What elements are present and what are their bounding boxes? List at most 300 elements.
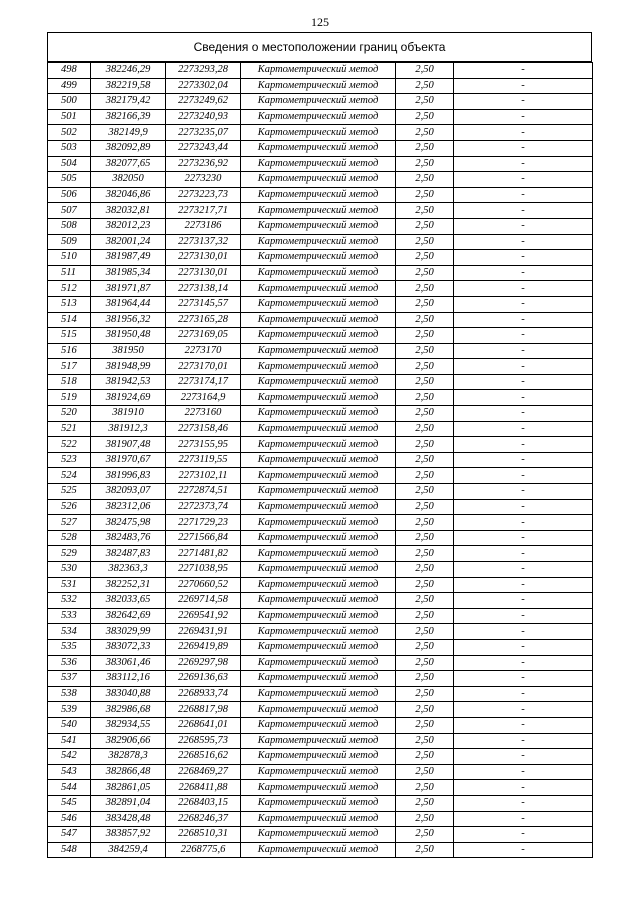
y-coordinate-cell: 2269297,98 — [166, 655, 241, 671]
table-row — [48, 530, 593, 546]
point-number-cell: 518 — [48, 374, 91, 390]
x-coordinate-cell: 381971,87 — [91, 281, 166, 297]
description-cell: - — [454, 296, 593, 312]
x-coordinate-cell: 382149,9 — [91, 125, 166, 141]
y-coordinate-cell: 2273240,93 — [166, 109, 241, 125]
table-row — [48, 639, 593, 655]
method-cell: Картометрический метод — [241, 328, 396, 344]
description-cell: - — [454, 468, 593, 484]
description-cell: - — [454, 811, 593, 827]
x-coordinate-cell: 382219,58 — [91, 78, 166, 94]
method-cell: Картометрический метод — [241, 109, 396, 125]
table-row — [48, 593, 593, 609]
method-cell: Картометрический метод — [241, 468, 396, 484]
accuracy-cell: 2,50 — [396, 156, 454, 172]
table-row — [48, 312, 593, 328]
description-cell: - — [454, 218, 593, 234]
y-coordinate-cell: 2273160 — [166, 406, 241, 422]
x-coordinate-cell: 382032,81 — [91, 203, 166, 219]
y-coordinate-cell: 2273145,57 — [166, 296, 241, 312]
table-row — [48, 437, 593, 453]
table-row — [48, 515, 593, 531]
accuracy-cell: 2,50 — [396, 140, 454, 156]
accuracy-cell: 2,50 — [396, 671, 454, 687]
y-coordinate-cell: 2273249,62 — [166, 94, 241, 110]
description-cell: - — [454, 546, 593, 562]
description-cell: - — [454, 530, 593, 546]
point-number-cell: 521 — [48, 421, 91, 437]
description-cell: - — [454, 94, 593, 110]
point-number-cell: 498 — [48, 63, 91, 79]
point-number-cell: 516 — [48, 343, 91, 359]
y-coordinate-cell: 2271038,95 — [166, 562, 241, 578]
accuracy-cell: 2,50 — [396, 468, 454, 484]
accuracy-cell: 2,50 — [396, 764, 454, 780]
point-number-cell: 545 — [48, 795, 91, 811]
y-coordinate-cell: 2273170 — [166, 343, 241, 359]
table-row — [48, 764, 593, 780]
description-cell: - — [454, 593, 593, 609]
description-cell: - — [454, 639, 593, 655]
description-cell: - — [454, 764, 593, 780]
x-coordinate-cell: 381907,48 — [91, 437, 166, 453]
table-row — [48, 374, 593, 390]
accuracy-cell: 2,50 — [396, 515, 454, 531]
description-cell: - — [454, 63, 593, 79]
accuracy-cell: 2,50 — [396, 265, 454, 281]
point-number-cell: 534 — [48, 624, 91, 640]
point-number-cell: 517 — [48, 359, 91, 375]
table-row — [48, 562, 593, 578]
accuracy-cell: 2,50 — [396, 717, 454, 733]
y-coordinate-cell: 2273102,11 — [166, 468, 241, 484]
x-coordinate-cell: 382642,69 — [91, 608, 166, 624]
point-number-cell: 507 — [48, 203, 91, 219]
table-row — [48, 109, 593, 125]
y-coordinate-cell: 2268641,01 — [166, 717, 241, 733]
table-row — [48, 733, 593, 749]
y-coordinate-cell: 2268595,73 — [166, 733, 241, 749]
method-cell: Картометрический метод — [241, 780, 396, 796]
y-coordinate-cell: 2273155,95 — [166, 437, 241, 453]
table-row — [48, 624, 593, 640]
table-row — [48, 655, 593, 671]
point-number-cell: 500 — [48, 94, 91, 110]
x-coordinate-cell: 381950 — [91, 343, 166, 359]
x-coordinate-cell: 381996,83 — [91, 468, 166, 484]
point-number-cell: 532 — [48, 593, 91, 609]
y-coordinate-cell: 2272373,74 — [166, 499, 241, 515]
x-coordinate-cell: 382891,04 — [91, 795, 166, 811]
description-cell: - — [454, 312, 593, 328]
table-row — [48, 359, 593, 375]
accuracy-cell: 2,50 — [396, 172, 454, 188]
y-coordinate-cell: 2273217,71 — [166, 203, 241, 219]
table-row — [48, 499, 593, 515]
y-coordinate-cell: 2268510,31 — [166, 827, 241, 843]
method-cell: Картометрический метод — [241, 359, 396, 375]
x-coordinate-cell: 382246,29 — [91, 63, 166, 79]
table-row — [48, 484, 593, 500]
y-coordinate-cell: 2273169,05 — [166, 328, 241, 344]
x-coordinate-cell: 383029,99 — [91, 624, 166, 640]
method-cell: Картометрический метод — [241, 546, 396, 562]
accuracy-cell: 2,50 — [396, 296, 454, 312]
x-coordinate-cell: 381948,99 — [91, 359, 166, 375]
y-coordinate-cell: 2273165,28 — [166, 312, 241, 328]
accuracy-cell: 2,50 — [396, 343, 454, 359]
method-cell: Картометрический метод — [241, 515, 396, 531]
y-coordinate-cell: 2270660,52 — [166, 577, 241, 593]
y-coordinate-cell: 2273138,14 — [166, 281, 241, 297]
description-cell: - — [454, 78, 593, 94]
method-cell: Картометрический метод — [241, 421, 396, 437]
accuracy-cell: 2,50 — [396, 421, 454, 437]
y-coordinate-cell: 2272874,51 — [166, 484, 241, 500]
point-number-cell: 499 — [48, 78, 91, 94]
point-number-cell: 503 — [48, 140, 91, 156]
description-cell: - — [454, 686, 593, 702]
table-row — [48, 717, 593, 733]
y-coordinate-cell: 2271566,84 — [166, 530, 241, 546]
description-cell: - — [454, 109, 593, 125]
x-coordinate-cell: 381910 — [91, 406, 166, 422]
point-number-cell: 531 — [48, 577, 91, 593]
x-coordinate-cell: 383072,33 — [91, 639, 166, 655]
accuracy-cell: 2,50 — [396, 484, 454, 500]
point-number-cell: 513 — [48, 296, 91, 312]
boundary-table — [47, 62, 593, 858]
y-coordinate-cell: 2269419,89 — [166, 639, 241, 655]
table-row — [48, 265, 593, 281]
method-cell: Картометрический метод — [241, 749, 396, 765]
description-cell: - — [454, 515, 593, 531]
table-row — [48, 78, 593, 94]
accuracy-cell: 2,50 — [396, 234, 454, 250]
point-number-cell: 526 — [48, 499, 91, 515]
x-coordinate-cell: 382092,89 — [91, 140, 166, 156]
table-row — [48, 827, 593, 843]
y-coordinate-cell: 2273170,01 — [166, 359, 241, 375]
description-cell: - — [454, 281, 593, 297]
point-number-cell: 536 — [48, 655, 91, 671]
description-cell: - — [454, 406, 593, 422]
method-cell: Картометрический метод — [241, 187, 396, 203]
accuracy-cell: 2,50 — [396, 530, 454, 546]
table-row — [48, 406, 593, 422]
table-row — [48, 468, 593, 484]
description-cell: - — [454, 234, 593, 250]
description-cell: - — [454, 437, 593, 453]
y-coordinate-cell: 2273130,01 — [166, 265, 241, 281]
method-cell: Картометрический метод — [241, 733, 396, 749]
y-coordinate-cell: 2273223,73 — [166, 187, 241, 203]
method-cell: Картометрический метод — [241, 608, 396, 624]
point-number-cell: 504 — [48, 156, 91, 172]
x-coordinate-cell: 382166,39 — [91, 109, 166, 125]
point-number-cell: 506 — [48, 187, 91, 203]
description-cell: - — [454, 733, 593, 749]
accuracy-cell: 2,50 — [396, 406, 454, 422]
point-number-cell: 522 — [48, 437, 91, 453]
table-row — [48, 328, 593, 344]
point-number-cell: 533 — [48, 608, 91, 624]
description-cell: - — [454, 328, 593, 344]
description-cell: - — [454, 608, 593, 624]
method-cell: Картометрический метод — [241, 452, 396, 468]
description-cell: - — [454, 125, 593, 141]
x-coordinate-cell: 383061,46 — [91, 655, 166, 671]
point-number-cell: 539 — [48, 702, 91, 718]
accuracy-cell: 2,50 — [396, 203, 454, 219]
x-coordinate-cell: 384259,4 — [91, 842, 166, 858]
method-cell: Картометрический метод — [241, 94, 396, 110]
description-cell: - — [454, 671, 593, 687]
method-cell: Картометрический метод — [241, 281, 396, 297]
table-row — [48, 94, 593, 110]
x-coordinate-cell: 382050 — [91, 172, 166, 188]
x-coordinate-cell: 381964,44 — [91, 296, 166, 312]
x-coordinate-cell: 382179,42 — [91, 94, 166, 110]
accuracy-cell: 2,50 — [396, 374, 454, 390]
method-cell: Картометрический метод — [241, 437, 396, 453]
method-cell: Картометрический метод — [241, 140, 396, 156]
accuracy-cell: 2,50 — [396, 577, 454, 593]
description-cell: - — [454, 795, 593, 811]
x-coordinate-cell: 382475,98 — [91, 515, 166, 531]
point-number-cell: 512 — [48, 281, 91, 297]
method-cell: Картометрический метод — [241, 125, 396, 141]
table-row — [48, 546, 593, 562]
x-coordinate-cell: 382077,65 — [91, 156, 166, 172]
point-number-cell: 501 — [48, 109, 91, 125]
y-coordinate-cell: 2273230 — [166, 172, 241, 188]
table-row — [48, 452, 593, 468]
accuracy-cell: 2,50 — [396, 780, 454, 796]
table-row — [48, 671, 593, 687]
accuracy-cell: 2,50 — [396, 78, 454, 94]
method-cell: Картометрический метод — [241, 671, 396, 687]
method-cell: Картометрический метод — [241, 406, 396, 422]
x-coordinate-cell: 382934,55 — [91, 717, 166, 733]
y-coordinate-cell: 2269541,92 — [166, 608, 241, 624]
x-coordinate-cell: 381950,48 — [91, 328, 166, 344]
description-cell: - — [454, 577, 593, 593]
accuracy-cell: 2,50 — [396, 452, 454, 468]
description-cell: - — [454, 624, 593, 640]
y-coordinate-cell: 2273137,32 — [166, 234, 241, 250]
y-coordinate-cell: 2273119,55 — [166, 452, 241, 468]
description-cell: - — [454, 203, 593, 219]
point-number-cell: 543 — [48, 764, 91, 780]
x-coordinate-cell: 383040,88 — [91, 686, 166, 702]
page-number: 125 — [311, 15, 329, 29]
table-row — [48, 811, 593, 827]
method-cell: Картометрический метод — [241, 686, 396, 702]
y-coordinate-cell: 2273174,17 — [166, 374, 241, 390]
point-number-cell: 548 — [48, 842, 91, 858]
y-coordinate-cell: 2273243,44 — [166, 140, 241, 156]
accuracy-cell: 2,50 — [396, 639, 454, 655]
description-cell: - — [454, 250, 593, 266]
x-coordinate-cell: 383857,92 — [91, 827, 166, 843]
point-number-cell: 519 — [48, 390, 91, 406]
x-coordinate-cell: 382252,31 — [91, 577, 166, 593]
table-row — [48, 608, 593, 624]
accuracy-cell: 2,50 — [396, 218, 454, 234]
y-coordinate-cell: 2273130,01 — [166, 250, 241, 266]
method-cell: Картометрический метод — [241, 764, 396, 780]
point-number-cell: 540 — [48, 717, 91, 733]
description-cell: - — [454, 343, 593, 359]
description-cell: - — [454, 499, 593, 515]
point-number-cell: 520 — [48, 406, 91, 422]
accuracy-cell: 2,50 — [396, 359, 454, 375]
y-coordinate-cell: 2268403,15 — [166, 795, 241, 811]
accuracy-cell: 2,50 — [396, 390, 454, 406]
point-number-cell: 515 — [48, 328, 91, 344]
accuracy-cell: 2,50 — [396, 328, 454, 344]
method-cell: Картометрический метод — [241, 265, 396, 281]
method-cell: Картометрический метод — [241, 484, 396, 500]
x-coordinate-cell: 382906,66 — [91, 733, 166, 749]
y-coordinate-cell: 2273235,07 — [166, 125, 241, 141]
y-coordinate-cell: 2273302,04 — [166, 78, 241, 94]
point-number-cell: 538 — [48, 686, 91, 702]
point-number-cell: 542 — [48, 749, 91, 765]
point-number-cell: 510 — [48, 250, 91, 266]
description-cell: - — [454, 421, 593, 437]
accuracy-cell: 2,50 — [396, 827, 454, 843]
method-cell: Картометрический метод — [241, 234, 396, 250]
method-cell: Картометрический метод — [241, 655, 396, 671]
description-cell: - — [454, 484, 593, 500]
boundary-table-sheet — [47, 32, 592, 858]
accuracy-cell: 2,50 — [396, 63, 454, 79]
y-coordinate-cell: 2268933,74 — [166, 686, 241, 702]
method-cell: Картометрический метод — [241, 172, 396, 188]
description-cell: - — [454, 702, 593, 718]
point-number-cell: 508 — [48, 218, 91, 234]
accuracy-cell: 2,50 — [396, 312, 454, 328]
table-row — [48, 686, 593, 702]
x-coordinate-cell: 382001,24 — [91, 234, 166, 250]
x-coordinate-cell: 381970,67 — [91, 452, 166, 468]
method-cell: Картометрический метод — [241, 530, 396, 546]
table-row — [48, 172, 593, 188]
y-coordinate-cell: 2273186 — [166, 218, 241, 234]
accuracy-cell: 2,50 — [396, 608, 454, 624]
method-cell: Картометрический метод — [241, 577, 396, 593]
accuracy-cell: 2,50 — [396, 655, 454, 671]
point-number-cell: 529 — [48, 546, 91, 562]
table-row — [48, 156, 593, 172]
x-coordinate-cell: 383112,16 — [91, 671, 166, 687]
point-number-cell: 525 — [48, 484, 91, 500]
point-number-cell: 530 — [48, 562, 91, 578]
method-cell: Картометрический метод — [241, 218, 396, 234]
accuracy-cell: 2,50 — [396, 250, 454, 266]
method-cell: Картометрический метод — [241, 842, 396, 858]
y-coordinate-cell: 2273293,28 — [166, 63, 241, 79]
method-cell: Картометрический метод — [241, 624, 396, 640]
accuracy-cell: 2,50 — [396, 109, 454, 125]
y-coordinate-cell: 2271481,82 — [166, 546, 241, 562]
y-coordinate-cell: 2273158,46 — [166, 421, 241, 437]
x-coordinate-cell: 381956,32 — [91, 312, 166, 328]
description-cell: - — [454, 717, 593, 733]
point-number-cell: 514 — [48, 312, 91, 328]
accuracy-cell: 2,50 — [396, 702, 454, 718]
table-title: Сведения о местоположении границ объекта — [47, 32, 592, 62]
accuracy-cell: 2,50 — [396, 281, 454, 297]
description-cell: - — [454, 156, 593, 172]
table-row — [48, 421, 593, 437]
point-number-cell: 547 — [48, 827, 91, 843]
table-row — [48, 63, 593, 79]
accuracy-cell: 2,50 — [396, 562, 454, 578]
x-coordinate-cell: 382312,06 — [91, 499, 166, 515]
y-coordinate-cell: 2268246,37 — [166, 811, 241, 827]
x-coordinate-cell: 382986,68 — [91, 702, 166, 718]
method-cell: Картометрический метод — [241, 374, 396, 390]
table-row — [48, 234, 593, 250]
y-coordinate-cell: 2269136,63 — [166, 671, 241, 687]
accuracy-cell: 2,50 — [396, 593, 454, 609]
x-coordinate-cell: 383428,48 — [91, 811, 166, 827]
table-row — [48, 842, 593, 858]
description-cell: - — [454, 562, 593, 578]
point-number-cell: 535 — [48, 639, 91, 655]
table-row — [48, 125, 593, 141]
y-coordinate-cell: 2268516,62 — [166, 749, 241, 765]
point-number-cell: 524 — [48, 468, 91, 484]
table-row — [48, 577, 593, 593]
method-cell: Картометрический метод — [241, 827, 396, 843]
point-number-cell: 546 — [48, 811, 91, 827]
method-cell: Картометрический метод — [241, 717, 396, 733]
description-cell: - — [454, 172, 593, 188]
accuracy-cell: 2,50 — [396, 187, 454, 203]
x-coordinate-cell: 382012,23 — [91, 218, 166, 234]
table-row — [48, 390, 593, 406]
y-coordinate-cell: 2273164,9 — [166, 390, 241, 406]
accuracy-cell: 2,50 — [396, 94, 454, 110]
y-coordinate-cell: 2269431,91 — [166, 624, 241, 640]
x-coordinate-cell: 382363,3 — [91, 562, 166, 578]
method-cell: Картометрический метод — [241, 562, 396, 578]
table-row — [48, 281, 593, 297]
accuracy-cell: 2,50 — [396, 125, 454, 141]
y-coordinate-cell: 2271729,23 — [166, 515, 241, 531]
point-number-cell: 528 — [48, 530, 91, 546]
method-cell: Картометрический метод — [241, 795, 396, 811]
x-coordinate-cell: 381924,69 — [91, 390, 166, 406]
y-coordinate-cell: 2268469,27 — [166, 764, 241, 780]
x-coordinate-cell: 382033,65 — [91, 593, 166, 609]
point-number-cell: 537 — [48, 671, 91, 687]
method-cell: Картометрический метод — [241, 343, 396, 359]
point-number-cell: 502 — [48, 125, 91, 141]
table-body — [48, 63, 593, 858]
description-cell: - — [454, 390, 593, 406]
x-coordinate-cell: 381987,49 — [91, 250, 166, 266]
accuracy-cell: 2,50 — [396, 624, 454, 640]
table-row — [48, 749, 593, 765]
y-coordinate-cell: 2268775,6 — [166, 842, 241, 858]
table-row — [48, 795, 593, 811]
method-cell: Картометрический метод — [241, 250, 396, 266]
